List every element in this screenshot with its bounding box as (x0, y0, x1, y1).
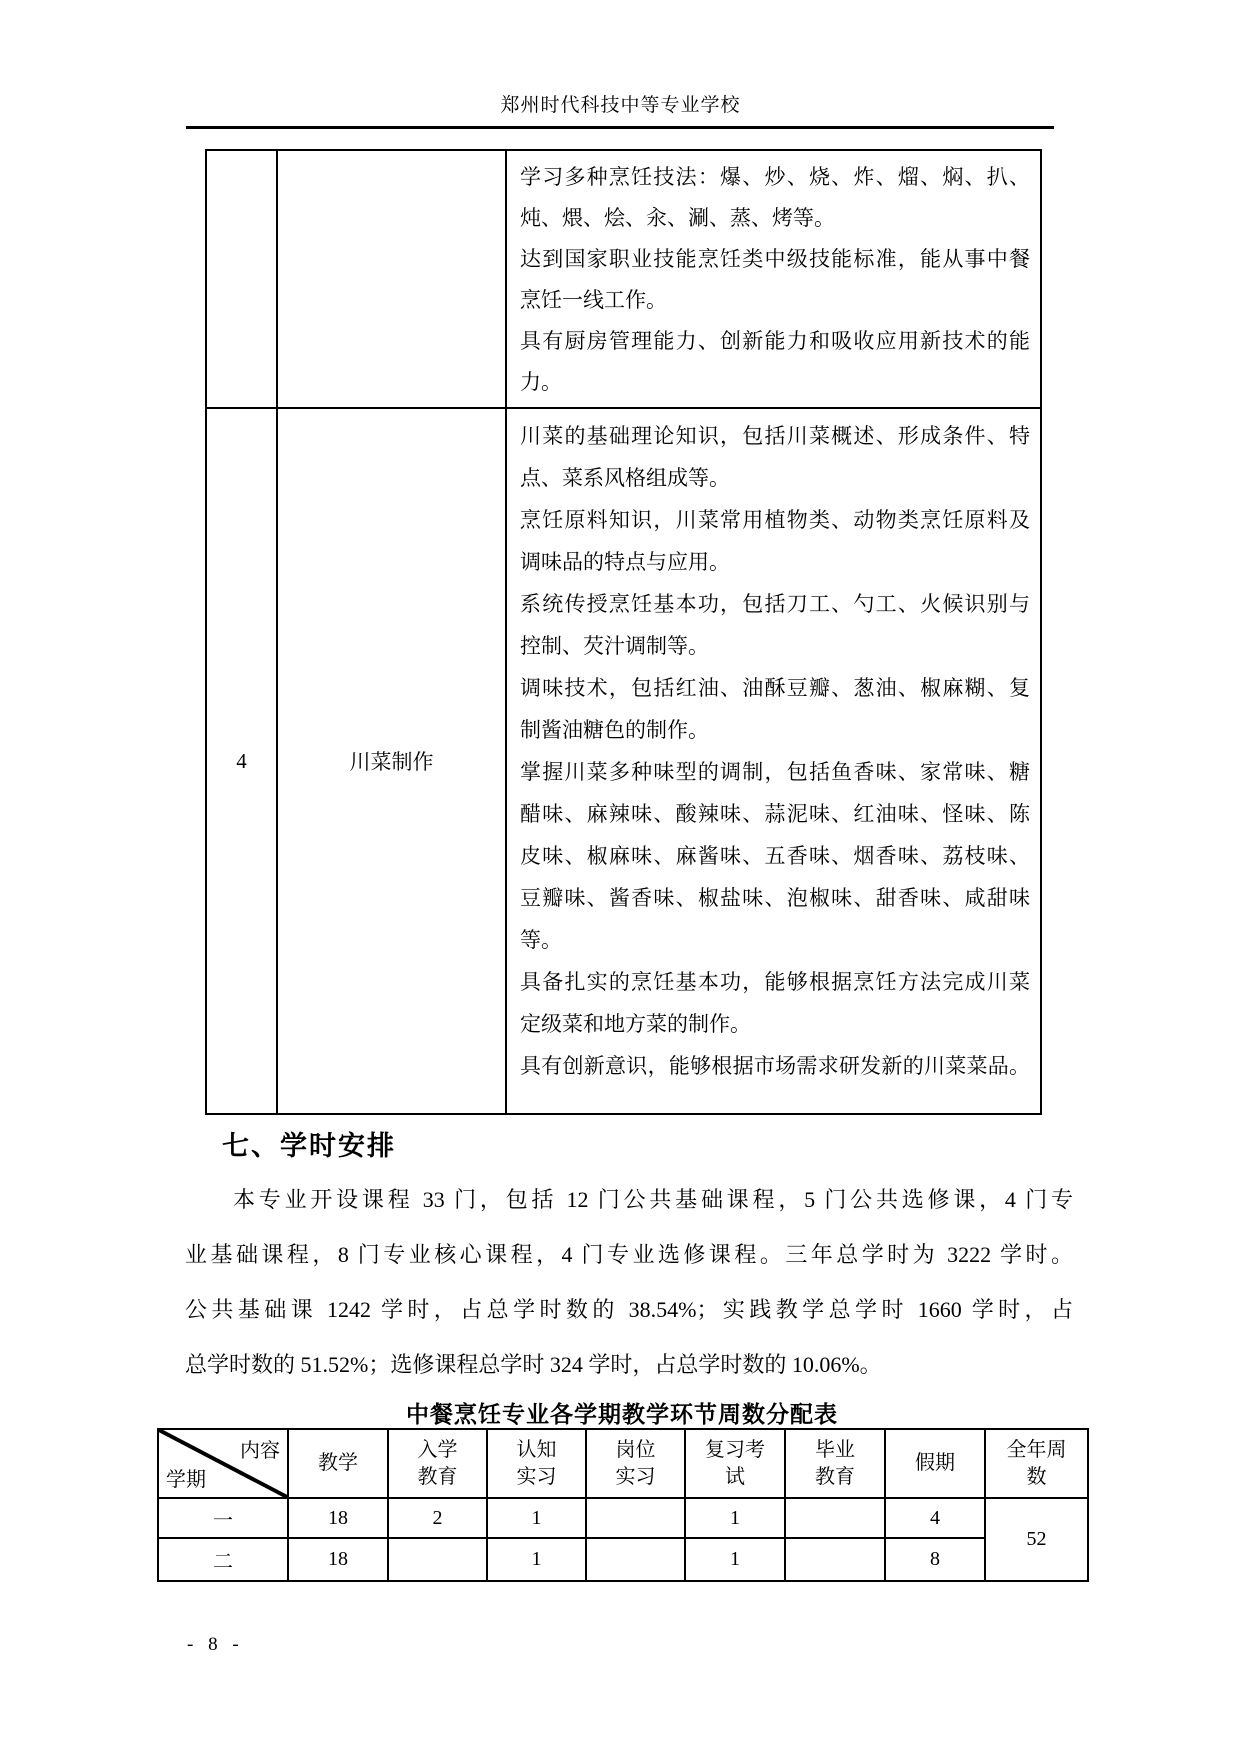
document-header-title: 郑州时代科技中等专业学校 (500, 95, 741, 116)
column-header: 教学 (288, 1429, 388, 1498)
table-row (206, 408, 1041, 1114)
column-header: 认知 实习 (487, 1429, 586, 1498)
section-heading: 七、学时安排 (222, 1131, 396, 1161)
content-line: 川菜的基础理论知识，包括川菜概述、形成条件、特 (520, 424, 1030, 448)
header-divider-rule (186, 126, 1054, 129)
term-cell: 一 (158, 1498, 288, 1538)
content-line: 点、菜系风格组成等。 (520, 466, 730, 490)
value-cell: 1 (685, 1538, 785, 1581)
schedule-table (157, 1428, 1089, 1582)
content-line: 炖、煨、烩、汆、涮、蒸、烤等。 (520, 206, 835, 230)
value-cell (785, 1538, 885, 1581)
column-header: 入学 教育 (388, 1429, 487, 1498)
content-line: 定级菜和地方菜的制作。 (520, 1012, 751, 1036)
schedule-data-row (158, 1498, 1088, 1538)
value-cell: 1 (487, 1498, 586, 1538)
paragraph-line: 本专业开设课程 33 门，包括 12 门公共基础课程，5 门公共选修课，4 门专 (233, 1187, 1073, 1212)
column-header: 假期 (885, 1429, 985, 1498)
content-line: 调味品的特点与应用。 (520, 550, 730, 574)
content-line: 具备扎实的烹饪基本功，能够根据烹饪方法完成川菜 (520, 970, 1030, 994)
column-header: 毕业 教育 (785, 1429, 885, 1498)
value-cell: 1 (685, 1498, 785, 1538)
value-cell: 1 (487, 1538, 586, 1581)
content-line: 系统传授烹饪基本功，包括刀工、勺工、火候识别与 (520, 592, 1030, 616)
content-line: 醋味、麻辣味、酸辣味、蒜泥味、红油味、怪味、陈 (520, 802, 1030, 826)
value-cell (586, 1498, 685, 1538)
course-content-cell (506, 150, 1041, 408)
content-line: 具有厨房管理能力、创新能力和吸收应用新技术的能 (520, 329, 1030, 353)
term-cell: 二 (158, 1538, 288, 1581)
content-line: 等。 (520, 928, 562, 952)
value-cell (785, 1498, 885, 1538)
course-content-cell (506, 408, 1041, 1114)
value-cell (388, 1538, 487, 1581)
course-seq-cell: 4 (206, 408, 277, 1114)
column-header: 复习考 试 (685, 1429, 785, 1498)
corner-header-cell (158, 1429, 288, 1498)
content-line: 学习多种烹饪技法：爆、炒、烧、炸、熘、焖、扒、 (520, 165, 1030, 189)
paragraph-line: 公共基础课 1242 学时，占总学时数的 38.54%；实践教学总学时 1660 学时，占 (185, 1297, 1073, 1322)
value-cell: 4 (885, 1498, 985, 1538)
course-seq-cell (206, 150, 277, 408)
content-line: 制酱油糖色的制作。 (520, 718, 709, 742)
column-header: 全年周 数 (985, 1429, 1088, 1498)
value-cell: 8 (885, 1538, 985, 1581)
value-cell: 18 (288, 1498, 388, 1538)
content-line: 豆瓣味、酱香味、椒盐味、泡椒味、甜香味、咸甜味 (520, 886, 1030, 910)
content-line: 烹饪原料知识，川菜常用植物类、动物类烹饪原料及 (520, 508, 1030, 532)
course-name-cell: 川菜制作 (277, 408, 506, 1114)
page-number: - 8 - (187, 1634, 244, 1655)
content-line: 控制、芡汁调制等。 (520, 634, 709, 658)
course-description-table (205, 149, 1042, 1115)
content-line: 具有创新意识，能够根据市场需求研发新的川菜菜品。 (520, 1054, 1030, 1078)
column-header: 岗位 实习 (586, 1429, 685, 1498)
content-line: 调味技术，包括红油、油酥豆瓣、葱油、椒麻糊、复 (520, 676, 1030, 700)
schedule-header-row (158, 1429, 1088, 1498)
total-weeks-cell: 52 (985, 1498, 1088, 1581)
value-cell (586, 1538, 685, 1581)
corner-label-content: 内容 (240, 1440, 280, 1462)
course-name-cell (277, 150, 506, 408)
value-cell: 2 (388, 1498, 487, 1538)
content-line: 力。 (520, 370, 562, 394)
content-line: 烹饪一线工作。 (520, 288, 667, 312)
schedule-table-title: 中餐烹饪专业各学期教学环节周数分配表 (406, 1401, 838, 1427)
value-cell: 18 (288, 1538, 388, 1581)
content-line: 掌握川菜多种味型的调制，包括鱼香味、家常味、糖 (520, 760, 1030, 784)
corner-label-term: 学期 (166, 1469, 206, 1491)
content-line: 达到国家职业技能烹饪类中级技能标准，能从事中餐 (520, 247, 1030, 271)
schedule-data-row (158, 1538, 1088, 1581)
body-paragraph (185, 1172, 1073, 1392)
paragraph-line: 业基础课程，8 门专业核心课程，4 门专业选修课程。三年总学时为 3222 学时。 (185, 1242, 1073, 1267)
table-row (206, 150, 1041, 408)
content-line: 皮味、椒麻味、麻酱味、五香味、烟香味、荔枝味、 (520, 844, 1030, 868)
paragraph-line: 总学时数的 51.52%；选修课程总学时 324 学时，占总学时数的 10.06%。 (185, 1352, 882, 1377)
